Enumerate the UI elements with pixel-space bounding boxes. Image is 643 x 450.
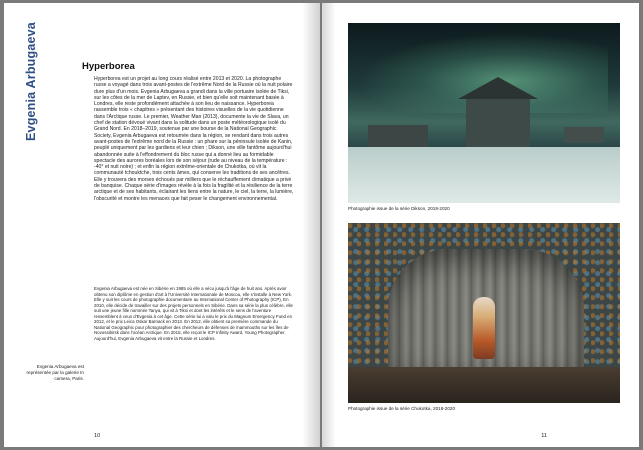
stage-floor: [348, 367, 620, 403]
standing-figure: [473, 297, 495, 359]
wooden-house: [466, 99, 530, 151]
photo-dikson: [348, 23, 620, 203]
hut-right: [564, 127, 604, 143]
left-page: [4, 3, 320, 447]
house-roof: [458, 77, 538, 99]
hut-left: [368, 125, 428, 147]
photo-caption-dikson: Photographie issue de la série Dikson, 2018-2020: [348, 206, 450, 211]
page-number-right: 11: [541, 433, 547, 439]
biography-paragraph: Evgenia Arbugaeva est née en Sibérie en 1985 où elle a vécu jusqu'à l'âge de huit ans. Après avoir obtenu son diplôme en gestion d'art à l'Université Internationale de Moscou, elle s'installe à New York. Elle y suit les cours de photographie documentaire au International Center of Photography (ICP), En 2010, elle décide de travailler sur des projets personnels en Sibérie. Dans sa série la plus célèbre, elle suit une jeune fille nommée Tanya, qui vit à Tiksi et dont les intérêts et le sens de l'aventure ressemblent à ceux d'Evgenia à cet âge. Cette série lui a valu le prix du Magnum Emergency Fund en 2012, et le prix Leica Oskar Barnack en 2013. En 2012, elle obtient sa première commande du National Geographic pour photographier des chercheurs de défenses de mammouths sur les îles de Novossibirsk dans l'océan Arctique. En 2015, elle reçoit le ICP Infinity Award, Young Photographer. Aujourd'hui, Evgenia Arbugaeva vit entre la Russie et Londres.: [94, 286, 293, 341]
snow-ground: [348, 147, 620, 203]
photographer-name-vertical: Evgenia Arbugaeva: [24, 22, 38, 141]
representation-caption: Evgenia Arbugaeva est représentée par la galerie In camera, Paris.: [26, 364, 84, 381]
right-page: [322, 3, 639, 447]
gutter-shadow: [302, 3, 320, 447]
intro-paragraph: Hyperborea est un projet au long cours réalisé entre 2013 et 2020. La photographe russe a voyagé dans trois avant-postes de l'extrême Nord de la Russie où la nuit polaire dure plus d'un mois. Evgenia Arbugaeva a grandi dans la ville portuaire isolée de Tiksi, sur les côtes de la mer de Laptev, en Russie, et bien qu'elle soit maintenant basée à Londres, elle reste profondément attachée à son lieu de naissance. Hyperborea rassemble trois « chapitres » présentant des histoires visuelles de la vie quotidienne dans l'Arctique russe. Le premier, Weather Man (2013), documente la vie de Slava, un chef de station dévoué vivant dans la solitude dans un poste météorologique isolé du Grand Nord. En 2018–2019, soutenue par une bourse de la National Geographic Society, Evgenia Arbugaeva est retournée dans la région, se rendant dans trois autres avant-postes de l'extrême nord de la Russie : un phare sur la péninsule isolée de Kanin, peuplé uniquement par les gardiens et leur chien ; Dikson, une ville fantôme aujourd'hui abandonnée suite à l'effondrement du bloc russe qui a donné lieu au formidable spectacle des aurores boréales lors de son séjour (rude au niveau de la température : -40° et nuit noire) ; et enfin la région extrême-orientale de Chukotka, où vit la communauté tchouktche, trois cents âmes, qui conserve les traditions de ses ancêtres. Elle y trouvera des morses échoués par milliers que le réchauffement climatique a privé de banquise. Chaque série d'images révèle à la fois la fragilité et la résilience de la terre arctique et de ses habitants, éclairant les liens entre la nature, le ciel, la terre, la lumière, l'obscurité et montre les menaces que fait peser le changement environnemental.: [94, 76, 294, 202]
section-title: Hyperborea: [82, 61, 135, 72]
page-number-left: 10: [94, 433, 101, 439]
photo-chukotka: [348, 223, 620, 403]
gutter-shadow: [322, 3, 336, 447]
magazine-spread: [4, 3, 639, 447]
photo-caption-chukotka: Photographie issue de la série Chukotka, 2018-2020: [348, 406, 456, 411]
